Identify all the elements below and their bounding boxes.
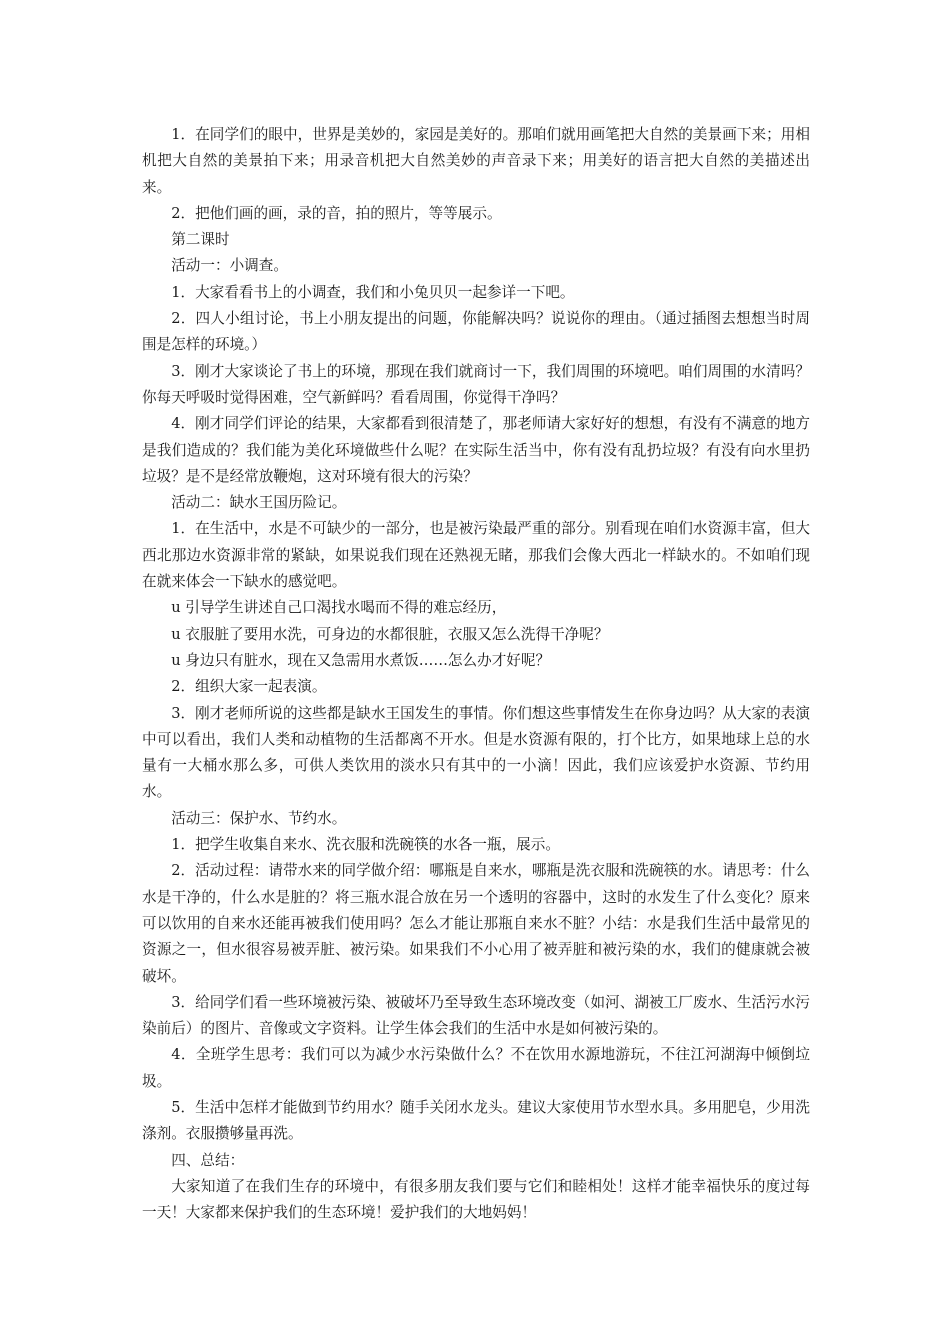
paragraph: 2．四人小组讨论，书上小朋友提出的问题，你能解决吗？说说你的理由。（通过插图去想想当时周围是怎样的环境。） xyxy=(142,310,810,354)
bullet-item: u 引导学生讲述自己口渴找水喝而不得的难忘经历， xyxy=(171,599,507,617)
paragraph: 4．刚才同学们评论的结果，大家都看到很清楚了，那老师请大家好好的想想，有没有不满意的地方是我们造成的？我们能为美化环境做些什么呢？在实际生活当中，你有没有乱扔垃圾？有没有向水里扔垃圾？是不是经常放鞭炮，这对环境有很大的污染？ xyxy=(142,415,810,485)
paragraph: 1．在生活中，水是不可缺少的一部分，也是被污染最严重的部分。别看现在咱们水资源丰富，但大西北那边水资源非常的紧缺，如果说我们现在还熟视无睹，那我们会像大西北一样缺水的。不如咱们现在就来体会一下缺水的感觉吧。 xyxy=(142,520,810,591)
bullet-item: u 身边只有脏水，现在又急需用水煮饭……怎么办才好呢？ xyxy=(171,651,551,669)
paragraph: 大家知道了在我们生存的环境中，有很多朋友我们要与它们和睦相处！这样才能幸福快乐的度过每一天！大家都来保护我们的生态环境！爱护我们的大地妈妈！ xyxy=(142,1177,810,1222)
paragraph: 3．给同学们看一些环境被污染、被破坏乃至导致生态环境改变（如河、湖被工厂废水、生活污水污染前后）的图片、音像或文字资料。让学生体会我们的生活中水是如何被污染的。 xyxy=(142,993,810,1038)
activity-heading: 活动三：保护水、节约水。 xyxy=(171,809,347,827)
document-body xyxy=(142,122,810,1226)
paragraph: 1．在同学们的眼中，世界是美妙的，家园是美好的。那咱们就用画笔把大自然的美景画下来；用相机把大自然的美景拍下来；用录音机把大自然美妙的声音录下来；用美好的语言把大自然的美描述出来。 xyxy=(142,126,810,196)
paragraph: 5．生活中怎样才能做到节约用水？随手关闭水龙头。建议大家使用节水型水具。多用肥皂，少用洗涤剂。衣服攒够量再洗。 xyxy=(142,1098,810,1143)
section-heading: 四、总结： xyxy=(171,1151,245,1169)
paragraph: 2．组织大家一起表演。 xyxy=(171,678,327,696)
activity-heading: 活动一：小调查。 xyxy=(171,257,288,275)
paragraph: 1．大家看看书上的小调查，我们和小兔贝贝一起参详一下吧。 xyxy=(171,283,575,301)
paragraph: 4．全班学生思考：我们可以为减少水污染做什么？不在饮用水源地游玩，不往江河湖海中倾倒垃圾。 xyxy=(142,1046,810,1090)
paragraph: 3．刚才老师所说的这些都是缺水王国发生的事情。你们想这些事情发生在你身边吗？从大家的表演中可以看出，我们人类和动植物的生活都离不开水。但是水资源有限的，打个比方，如果地球上总的水量有一大桶水那么多，可供人类饮用的淡水只有其中的一小滴！因此，我们应该爱护水资源、节约用水。 xyxy=(142,704,810,801)
paragraph: 2．把他们画的画，录的音，拍的照片，等等展示。 xyxy=(171,204,502,222)
bullet-item: u 衣服脏了要用水洗，可身边的水都很脏，衣服又怎么洗得干净呢？ xyxy=(171,625,609,643)
paragraph: 2．活动过程：请带水来的同学做介绍：哪瓶是自来水，哪瓶是洗衣服和洗碗筷的水。请思考：什么水是干净的，什么水是脏的？将三瓶水混合放在另一个透明的容器中，这时的水发生了什么变化？原来可以饮用的自来水还能再被我们使用吗？怎么才能让那瓶自来水不脏？小结：水是我们生活中最常见的资源之一，但水很容易被弄脏、被污染。如果我们不小心用了被弄脏和被污染的水，我们的健康就会被破坏。 xyxy=(142,862,810,985)
activity-heading: 活动二：缺水王国历险记。 xyxy=(171,494,347,512)
paragraph: 1．把学生收集自来水、洗衣服和洗碗筷的水各一瓶，展示。 xyxy=(171,836,560,854)
paragraph: 3．刚才大家谈论了书上的环境，那现在我们就商讨一下，我们周围的环境吧。咱们周围的水清吗？你每天呼吸时觉得困难，空气新鲜吗？看看周围，你觉得干净吗？ xyxy=(142,362,810,406)
section-heading: 第二课时 xyxy=(171,231,230,249)
